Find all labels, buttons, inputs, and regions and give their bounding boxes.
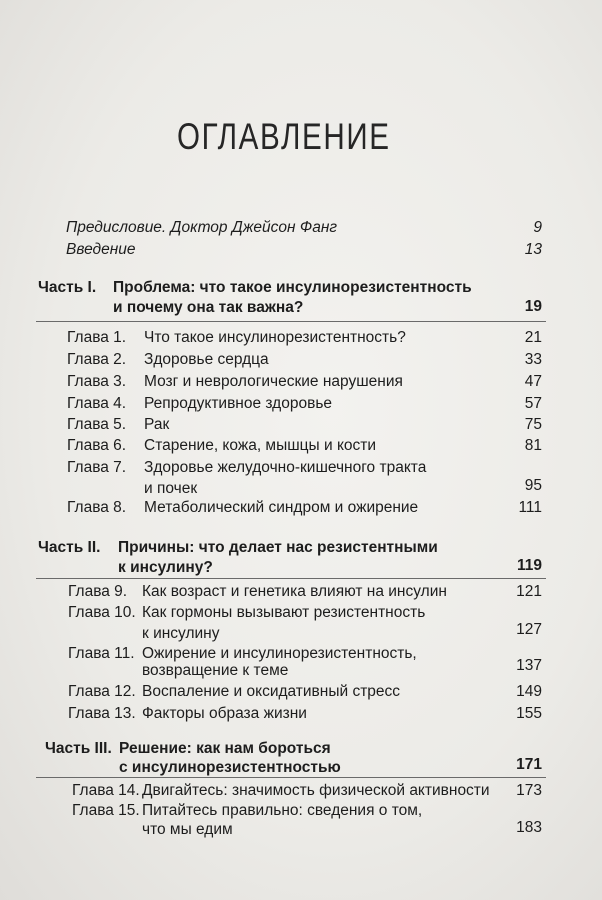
chapter-1-page: 21 [524,329,542,346]
chapter-11-title-line-2: возвращение к теме [142,662,289,679]
chapter-3-page: 47 [524,373,542,390]
chapter-10-label: Глава 10. [68,604,136,621]
chapter-2-label: Глава 2. [67,351,127,368]
part-2-title-line-2: к инсулину? [118,559,213,576]
chapter-7-page: 95 [524,477,542,494]
chapter-13-label: Глава 13. [68,705,136,722]
chapter-13-page: 155 [516,705,542,722]
preface-title: Предисловие. Доктор Джейсон Фанг [66,219,337,236]
chapter-3-label: Глава 3. [67,373,127,390]
chapter-2-title: Здоровье сердца [144,351,269,368]
chapter-10-title-line-1: Как гормоны вызывают резистентность [142,604,426,621]
chapter-15-page: 183 [516,819,542,836]
part-1-page: 19 [524,298,542,315]
chapter-4-page: 57 [524,395,542,412]
chapter-14-title: Двигайтесь: значимость физической активности [142,782,490,799]
chapter-9-page: 121 [516,583,542,600]
chapter-6-title: Старение, кожа, мышцы и кости [144,437,377,454]
chapter-10-page: 127 [516,621,542,638]
chapter-8-title: Метаболический синдром и ожирение [144,499,419,516]
chapter-11-label: Глава 11. [68,645,135,662]
part-2-title-line-1: Причины: что делает нас резистентными [118,539,438,556]
chapter-8-label: Глава 8. [67,499,127,516]
part-1-title-line-1: Проблема: что такое инсулинорезистентность [113,279,472,296]
chapter-15-title-line-2: что мы едим [142,821,233,838]
chapter-5-page: 75 [524,416,542,433]
chapter-7-title-line-2: и почек [144,480,198,497]
part-3-page: 171 [516,756,542,773]
chapter-15-title-line-1: Питайтесь правильно: сведения о том, [142,802,423,819]
introduction-title: Введение [66,241,136,258]
chapter-4-label: Глава 4. [67,395,127,412]
chapter-7-label: Глава 7. [67,459,127,476]
part-2-page: 119 [516,557,542,574]
chapter-11-title-line-1: Ожирение и инсулинорезистентность, [142,645,417,662]
chapter-2-page: 33 [524,351,542,368]
chapter-13-title: Факторы образа жизни [142,705,307,722]
chapter-5-label: Глава 5. [67,416,127,433]
chapter-6-label: Глава 6. [67,437,127,454]
chapter-4-title: Репродуктивное здоровье [144,395,333,412]
part-1-title-line-2: и почему она так важна? [113,299,304,316]
chapter-9-label: Глава 9. [68,583,128,600]
part-2-label: Часть II. [38,539,101,556]
part-3-label: Часть III. [45,740,112,757]
part-3-divider [36,777,546,778]
chapter-14-label: Глава 14. [72,782,140,799]
part-3-title-line-2: с инсулинорезистентностью [119,759,341,776]
part-3-title-line-1: Решение: как нам бороться [119,740,331,757]
chapter-12-label: Глава 12. [68,683,136,700]
chapter-14-page: 173 [516,782,542,799]
chapter-6-page: 81 [524,437,542,454]
part-2-divider [36,578,546,579]
chapter-8-page: 111 [518,499,542,516]
part-1-label: Часть I. [38,279,97,296]
chapter-5-title: Рак [144,416,170,433]
page-title: ОГЛАВЛЕНИЕ [177,116,391,157]
chapter-1-label: Глава 1. [67,329,127,346]
chapter-9-title: Как возраст и генетика влияют на инсулин [142,583,447,600]
chapter-10-title-line-2: к инсулину [142,625,220,642]
introduction-page: 13 [524,241,542,258]
preface-page: 9 [533,219,542,236]
chapter-12-page: 149 [516,683,542,700]
chapter-7-title-line-1: Здоровье желудочно-кишечного тракта [144,459,427,476]
part-1-divider [36,321,546,322]
chapter-12-title: Воспаление и оксидативный стресс [142,683,401,700]
chapter-3-title: Мозг и неврологические нарушения [144,373,403,390]
chapter-15-label: Глава 15. [72,802,140,819]
chapter-11-page: 137 [516,657,542,674]
chapter-1-title: Что такое инсулинорезистентность? [144,329,406,346]
